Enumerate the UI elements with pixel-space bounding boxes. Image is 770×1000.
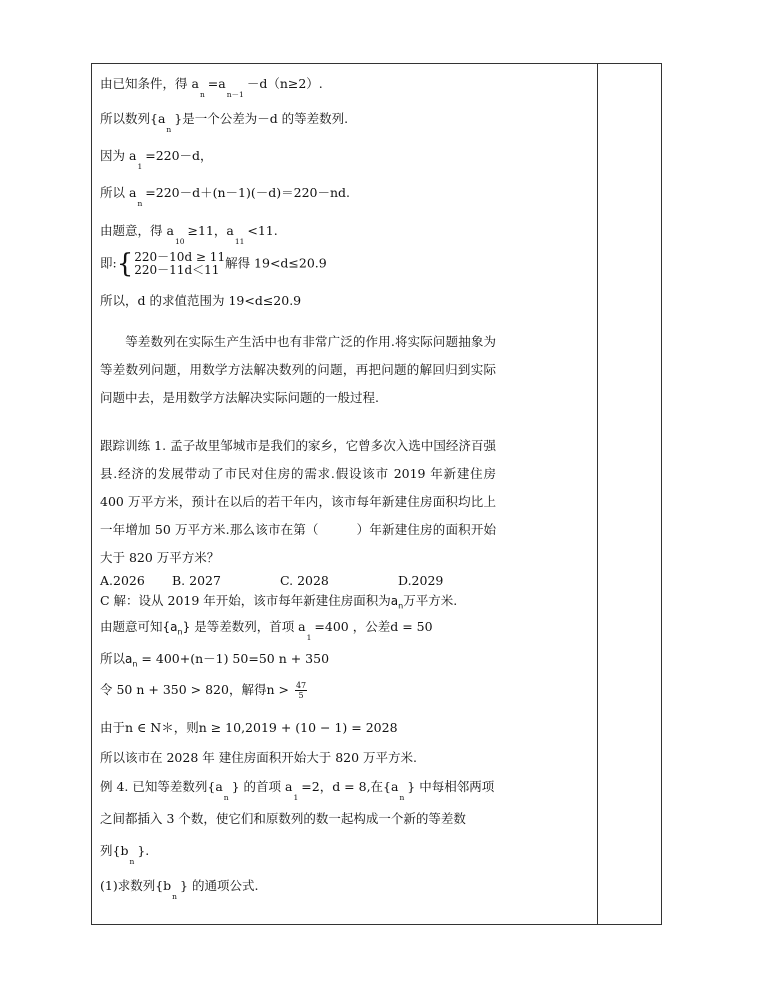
line-range: 所以，d 的求值范围为 19<d≤20.9 bbox=[100, 293, 302, 308]
text: =220－d， bbox=[145, 148, 213, 163]
subscript: 10 bbox=[174, 237, 185, 246]
text: 例 4. 已知等差数列{a bbox=[100, 779, 223, 794]
line-first-term bbox=[100, 146, 213, 171]
text: } 的通项公式. bbox=[180, 878, 259, 893]
text: }是一个公差为－d 的等差数列. bbox=[174, 111, 349, 126]
subscript: 1 bbox=[293, 793, 299, 802]
subscript: n bbox=[166, 125, 172, 134]
text: 列{b bbox=[100, 843, 129, 858]
inequality-row: 220－11d＜11 bbox=[134, 263, 220, 277]
line-general-term bbox=[100, 183, 351, 208]
brace-symbol: { bbox=[116, 249, 134, 279]
text: 所以 bbox=[100, 651, 126, 666]
text: 由题意，得 a bbox=[100, 223, 174, 238]
text: 是等差数列，首项 a bbox=[190, 619, 306, 634]
inequality-row: 220－10d ≥ 11 bbox=[134, 250, 226, 264]
example-line-1 bbox=[100, 777, 495, 802]
line-condition bbox=[100, 74, 323, 99]
example-line-3 bbox=[100, 841, 150, 866]
subscript: n bbox=[399, 793, 405, 802]
text: C 解：设从 2019 年开始，该市每年新建住房面积为 bbox=[100, 593, 391, 608]
option-d: D.2029 bbox=[398, 573, 444, 588]
subscript: n－1 bbox=[226, 90, 244, 99]
solution-line-6: 所以该市在 2028 年 建住房面积开始大于 820 万平方米. bbox=[100, 750, 418, 765]
text: 解得 19<d≤20.9 bbox=[225, 255, 327, 271]
solution-line-3 bbox=[100, 649, 329, 668]
text: 由已知条件，得 a bbox=[100, 76, 199, 91]
text: 因为 a bbox=[100, 148, 137, 163]
exercise-question: 跟踪训练 1. 孟子故里邹城市是我们的家乡，它曾多次入选中国经济百强县.经济的发展带动了市民对住房的需求.假设该市 2019 年新建住房 400 万平方米，预计在以后的若干年内，该市每年新建住房面积均比上一年增加 50 万平方米.那么该市在第（ ）年新建住房的面积开始大于 820 万平方米？ bbox=[100, 438, 496, 565]
text: } 中每相邻两项 bbox=[407, 779, 495, 794]
subscript: 1 bbox=[306, 633, 312, 642]
summary-paragraph: 等差数列在实际生产生活中也有非常广泛的作用.将实际问题抽象为等差数列问题，用数学方法解决数列的问题，再把问题的解回归到实际问题中去，是用数学方法解决实际问题的一般过程. bbox=[100, 334, 496, 405]
text: =2，d = 8,在{a bbox=[301, 779, 399, 794]
subscript: n bbox=[223, 793, 229, 802]
line-conditions bbox=[100, 221, 278, 246]
subscript: n bbox=[199, 90, 205, 99]
example-line-2: 之间都插入 3 个数，使它们和原数列的数一起构成一个新的等差数 bbox=[100, 811, 466, 826]
text: ≥11，a bbox=[187, 223, 234, 238]
subscript: n bbox=[137, 199, 143, 208]
solution-line-4 bbox=[100, 680, 307, 700]
option-c: C. 2028 bbox=[280, 573, 329, 588]
math: $\{a_n\}$ bbox=[162, 620, 191, 637]
subscript: 1 bbox=[137, 162, 143, 171]
text: 所以 a bbox=[100, 185, 137, 200]
subscript: 11 bbox=[234, 237, 245, 246]
text: 由题意可知 bbox=[100, 619, 163, 634]
text: 所以数列{a bbox=[100, 111, 166, 126]
text: (1)求数列{b bbox=[100, 878, 172, 893]
text: 令 50 n + 350 > 820，解得n > bbox=[100, 682, 293, 697]
inequality-system bbox=[134, 251, 225, 277]
text: =400 ，公差d = 50 bbox=[314, 619, 433, 634]
subscript: n bbox=[172, 892, 178, 901]
solution-line-1 bbox=[100, 591, 457, 610]
text: 万平方米. bbox=[403, 593, 458, 608]
text: } 的首项 a bbox=[231, 779, 293, 794]
fraction: $\frac{47}{5}$ bbox=[295, 681, 307, 700]
line-arithmetic-sequence bbox=[100, 109, 349, 134]
line-inequality-system bbox=[100, 251, 327, 277]
example-line-4 bbox=[100, 876, 259, 901]
text: }. bbox=[137, 843, 150, 858]
option-b: B. 2027 bbox=[172, 573, 221, 588]
text: 即: bbox=[100, 255, 117, 271]
column-divider bbox=[597, 64, 598, 924]
text: －d（n≥2）. bbox=[246, 76, 323, 91]
subscript: n bbox=[129, 857, 135, 866]
math: $a_n$ bbox=[390, 594, 404, 611]
text: <11. bbox=[247, 223, 278, 238]
solution-line-2 bbox=[100, 617, 433, 642]
option-a: A.2026 bbox=[100, 573, 145, 588]
text: =a bbox=[207, 76, 226, 91]
text: =220－d＋(n－1)(－d)＝220－nd. bbox=[145, 185, 351, 200]
math: $a_n$ bbox=[125, 652, 138, 669]
text: = 400+(n－1) 50=50 n + 350 bbox=[137, 651, 330, 666]
solution-line-5: 由于n ∈ N＊，则n ≥ 10,2019 + (10 − 1) = 2028 bbox=[100, 720, 398, 735]
